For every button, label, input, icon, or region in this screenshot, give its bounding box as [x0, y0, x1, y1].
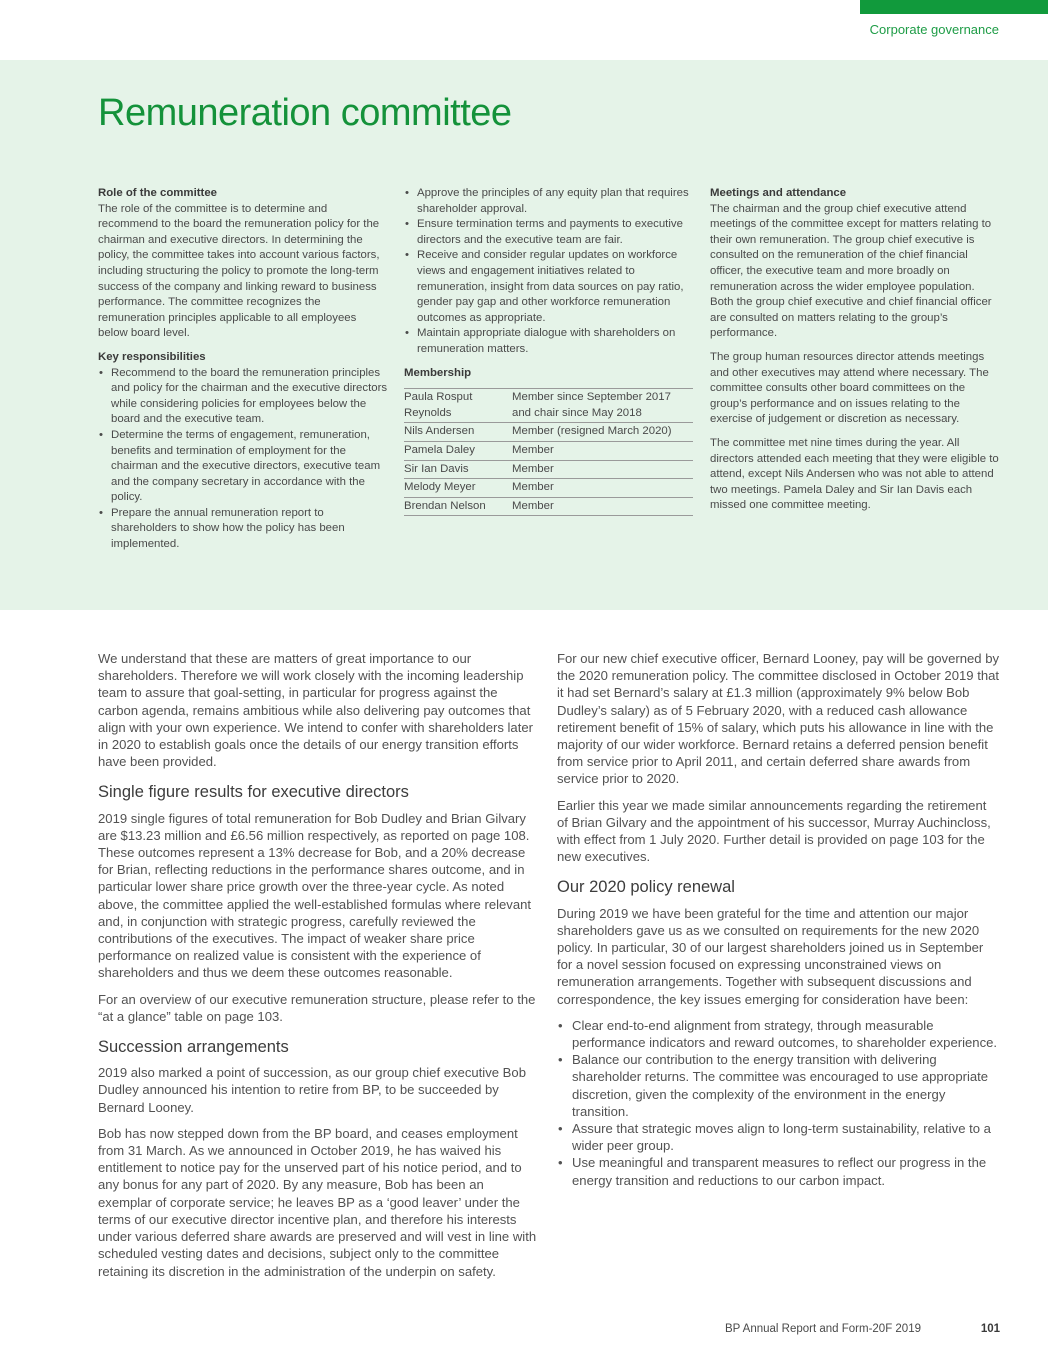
succession-heading: Succession arrangements [98, 1038, 289, 1057]
panel-column-1 [98, 186, 388, 553]
list-item: • Receive and consider regular updates on workforce views and engagement initiatives related to remuneration, insight from data sources on pay ratio, gender pay gap and other workforce remuneration outcomes as appropriate. [404, 248, 696, 326]
table-row [404, 441, 693, 460]
panel-column-3 [710, 186, 1000, 514]
single-figure-paragraph: For an overview of our executive remuneration structure, please refer to the “at a glance” table on page 103. [98, 991, 536, 1024]
list-item: • Balance our contribution to the energy transition with delivering shareholder returns. The committee was encouraged to use appropriate discretion, given the complexity of the environment in the energy transition. [557, 1051, 1000, 1120]
list-item: • Ensure termination terms and payments to executive directors and the executive team are fair. [404, 217, 696, 248]
looney-pay-paragraph: For our new chief executive officer, Bernard Looney, pay will be governed by the 2020 remuneration policy. The committee disclosed in October 2019 that it had set Bernard’s salary at £1.3 million (approximately 9% below Bob Dudley’s salary) as of 5 February 2020, with a reduced cash allowance retirement benefit of 15% of salary, which puts his allowance in line with the majority of our wider workforce. Bernard retains a deferred pension benefit from service prior to April 2011, and certain deferred share awards from service prior to 2020. [557, 651, 1000, 787]
table-row [404, 389, 693, 423]
table-row [404, 423, 693, 442]
member-status: Member since September 2017 and chair since May 2018 [512, 389, 693, 423]
member-status: Member [512, 479, 693, 498]
single-figure-heading: Single figure results for executive directors [98, 783, 409, 802]
page-number: 101 [980, 1323, 1000, 1335]
member-status: Member [512, 441, 693, 460]
responsibilities-heading: Key responsibilities [98, 350, 206, 363]
list-item: • Prepare the annual remuneration report to shareholders to show how the policy has been implemented. [98, 506, 388, 553]
body-column-left [98, 650, 540, 1289]
member-status: Member [512, 460, 693, 479]
intro-paragraph: We understand that these are matters of great importance to our shareholders. Therefore we will work closely with the incoming leadership team to assure that goal-setting, in particular for progress against the carbon agenda, remains ambitious while also delivering pay outcomes that align with your own experience. We intend to confer with shareholders later in 2020 to establish goals once the details of our energy transition efforts have been provided. [98, 651, 533, 770]
table-row [404, 460, 693, 479]
panel-column-2 [404, 186, 696, 516]
list-item: • Assure that strategic moves align to long-term sustainability, relative to a wider peer group. [557, 1120, 1000, 1154]
section-label: Corporate governance [869, 22, 999, 37]
list-item: • Use meaningful and transparent measures to reflect our progress in the energy transition and reductions to our carbon impact. [557, 1154, 1000, 1188]
member-name: Sir Ian Davis [404, 460, 512, 479]
list-item: • Approve the principles of any equity plan that requires shareholder approval. [404, 186, 696, 217]
meetings-paragraph: The committee met nine times during the year. All directors attended each meeting that they were eligible to attend, except Nils Andersen who was not able to attend two meetings. Pamela Daley and Sir Ian Davis each missed one committee meeting. [710, 436, 999, 512]
member-name: Pamela Daley [404, 441, 512, 460]
table-row [404, 497, 693, 516]
member-name: Nils Andersen [404, 423, 512, 442]
list-item: • Determine the terms of engagement, remuneration, benefits and termination of employment for the chairman and the executive directors, executive team and the company secretary in accordance with the policy. [98, 428, 388, 506]
member-name: Paula Rosput Reynolds [404, 389, 512, 423]
member-status: Member (resigned March 2020) [512, 423, 693, 442]
member-status: Member [512, 497, 693, 516]
list-item: • Maintain appropriate dialogue with shareholders on remuneration matters. [404, 326, 696, 357]
meetings-paragraph: The chairman and the group chief executive attend meetings of the committee except for matters relating to their own remuneration. The group chief executive is consulted on the remuneration of the chief financial officer, the executive team and more broadly on remuneration across the wider employee population. Both the group chief executive and chief financial officer are consulted on matters relating to the group’s performance. [710, 202, 992, 340]
table-row [404, 479, 693, 498]
list-item: • Recommend to the board the remuneration principles and policy for the chairman and the executive directors while considering policies for employees below the board and the executive team. [98, 366, 388, 428]
body-column-right [557, 650, 1000, 1189]
header-accent-bar [860, 0, 1048, 14]
policy-paragraph: During 2019 we have been grateful for the time and attention our major shareholders gave us as we consulted on requirements for the new 2020 policy. In particular, 30 of our largest shareholders joined us in September for a novel session focused on expressing unconstrained views on remuneration arrangements. Together with subsequent discussions and correspondence, the key issues emerging for consideration have been: [557, 905, 984, 1007]
member-name: Brendan Nelson [404, 497, 512, 516]
role-text: The role of the committee is to determine and recommend to the board the remuneration policy for the chairman and executive directors. In determining the policy, the committee takes into account various factors, including structuring the policy to promote the long-term success of the company and linking reward to business performance. The committee recognizes the remuneration principles applicable to all employees below board level. [98, 202, 380, 340]
membership-heading: Membership [404, 366, 472, 379]
meetings-paragraph: The group human resources director attends meetings and other executives may attend where necessary. The committee consults other board committees on the group’s performance and on issues relating to the exercise of judgement or discretion as necessary. [710, 350, 989, 426]
single-figure-paragraph: 2019 single figures of total remuneration for Bob Dudley and Brian Gilvary are $13.23 million and £6.56 million respectively, as reported on page 108. These outcomes represent a 13% decrease for Bob, and a 20% decrease for Brian, reflecting reductions in the performance shares outcome, and in particular lower share price growth over the three-year cycle. As noted above, the committee applied the well-established formulas where relevant and, in conjunction with strategic progress, carefully reviewed the contributions of the executives. The impact of weaker share price performance on realized value is consistent with the experience of shareholders and thus we deem these outcomes reasonable. [98, 810, 532, 981]
footer-report-name: BP Annual Report and Form-20F 2019 [724, 1323, 921, 1335]
policy-issues-list [557, 1017, 1000, 1189]
membership-table [404, 388, 693, 516]
meetings-heading: Meetings and attendance [710, 187, 847, 199]
succession-paragraph: Bob has now stepped down from the BP board, and ceases employment from 31 March. As we announced in October 2019, he has waived his entitlement to notice pay for the unserved part of his notice period, and to any bonus for any part of 2020. By any measure, Bob has been an exemplar of corporate service; he leaves BP as a ‘good leaver’ under the terms of our executive director incentive plan, and therefore his interests under various deferred share awards are preserved and will vest in line with scheduled vesting dates and decisions, subject only to the committee retaining its discretion in the administration of the underpin on safety. [98, 1125, 537, 1279]
role-heading: Role of the committee [98, 187, 217, 199]
page-title: Remuneration committee [98, 92, 512, 134]
succession-paragraph: 2019 also marked a point of succession, as our group chief executive Bob Dudley announced his intention to retire from BP, to be succeeded by Bernard Looney. [98, 1065, 526, 1115]
policy-heading: Our 2020 policy renewal [557, 878, 735, 897]
responsibilities-list-continued [404, 186, 696, 358]
member-name: Melody Meyer [404, 479, 512, 498]
gilvary-succession-paragraph: Earlier this year we made similar announcements regarding the retirement of Brian Gilvary and the appointment of his successor, Murray Auchincloss, with effect from 1 July 2020. Further detail is provided on page 103 for the new executives. [557, 797, 991, 865]
responsibilities-list [98, 366, 388, 553]
list-item: • Clear end-to-end alignment from strategy, through measurable performance indicators and reward outcomes, to shareholder experience. [557, 1017, 1000, 1051]
